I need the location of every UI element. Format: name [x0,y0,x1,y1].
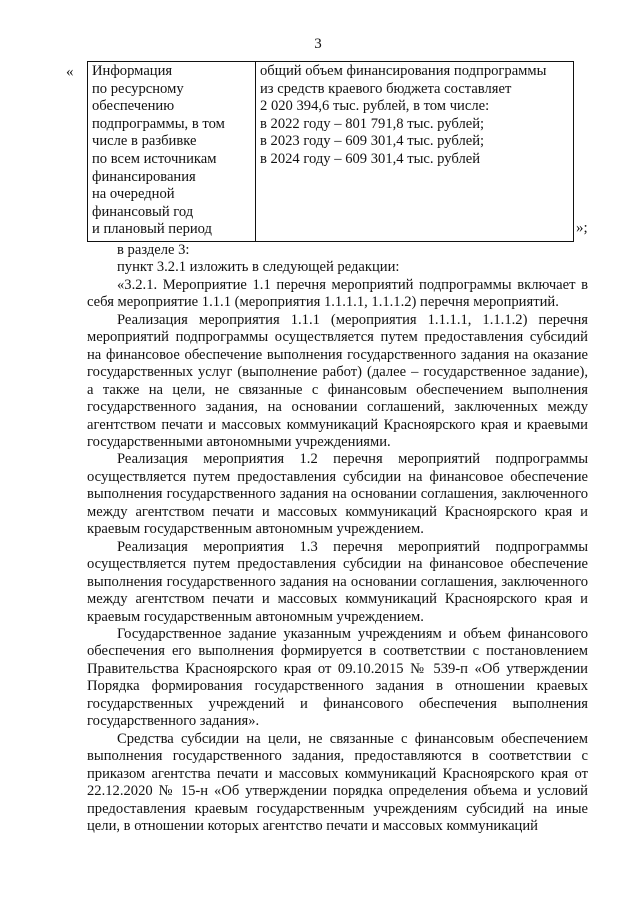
label-line: финансовый год [92,203,194,220]
value-line: 2 020 394,6 тыс. рублей, в том числе: [260,98,490,115]
label-line: Информация [92,63,173,79]
paragraph: Государственное задание указанным учреждениям и объем финансового обеспечения его выполнения формируется в соответствии с постановлением Правительства Красноярского края от 09.10.2015 № 539-п «Об утверждении Порядка формирования государственного задания в отношении краевых государственных учреждений и финансового обеспечения выполнения государственного задания». [87,625,588,730]
table-cell-value [256,62,574,242]
label-line: финансирования [92,168,196,185]
paragraph: «3.2.1. Мероприятие 1.1 перечня мероприятий подпрограммы включает в себя мероприятие 1.1.1 (мероприятия 1.1.1.1, 1.1.1.2) перечня мероприятий. [87,276,588,311]
paragraph: Реализация мероприятия 1.2 перечня мероприятий подпрограммы осуществляется путем предоставления субсидии на финансовое обеспечение выполнения государственного задания на основании соглашения, заключенного между агентством печати и массовых коммуникаций Красноярского края и краевым государственным автономным учреждением. [87,451,588,538]
section-intro: в разделе 3: [117,242,190,258]
value-line: в 2022 году – 801 791,8 тыс. рублей; [260,115,485,132]
label-line: подпрограммы, в том [92,115,225,132]
table-row [88,62,574,242]
value-line: из средств краевого бюджета составляет [260,80,512,97]
document-body [87,242,588,835]
paragraph: Реализация мероприятия 1.3 перечня мероприятий подпрограммы осуществляется путем предоставления субсидии на финансовое обеспечение выполнения государственного задания на основании соглашения, заключенного между агентством печати и массовых коммуникаций Красноярского края и краевым государственным автономным учреждением. [87,538,588,625]
paragraph: Средства субсидии на цели, не связанные с финансовым обеспечением выполнения государственного задания, предоставляются в соответствии с приказом агентства печати и массовых коммуникаций Красноярского края от 22.12.2020 № 15-н «Об утверждении порядка определения объема и условий предоставления краевым государственным учреждениям субсидий на иные цели, в отношении которых агентство печати и массовых коммуникаций [87,730,588,834]
label-line: на очередной [92,186,175,203]
label-line: и плановый период [92,221,212,238]
value-line: в 2024 году – 609 301,4 тыс. рублей [260,150,481,167]
closing-quote: »; [576,220,588,236]
value-line: общий объем финансирования подпрограммы [260,63,547,79]
value-line: в 2023 году – 609 301,4 тыс. рублей; [260,133,485,150]
label-line: по ресурсному [92,80,184,97]
resource-info-table [87,61,574,242]
clause-intro: пункт 3.2.1 изложить в следующей редакции: [117,259,400,276]
label-line: числе в разбивке [92,133,197,150]
page-number: 3 [314,36,322,52]
opening-quote: « [66,64,74,80]
label-line: по всем источникам [92,150,217,167]
label-line: обеспечению [92,98,175,115]
table-cell-label [88,62,256,242]
paragraph: Реализация мероприятия 1.1.1 (мероприятия 1.1.1.1, 1.1.1.2) перечня мероприятий подпрограммы осуществляется путем предоставления субсидий на финансовое обеспечение выполнения государственного задания на оказание государственных услуг (выполнение работ) (далее – государственное задание), а также на цели, не связанные с финансовым обеспечением выполнения государственного задания, на основании соглашений, заключенных между агентством печати и массовых коммуникаций Красноярского края и краевыми государственными автономными учреждениями. [87,311,588,450]
